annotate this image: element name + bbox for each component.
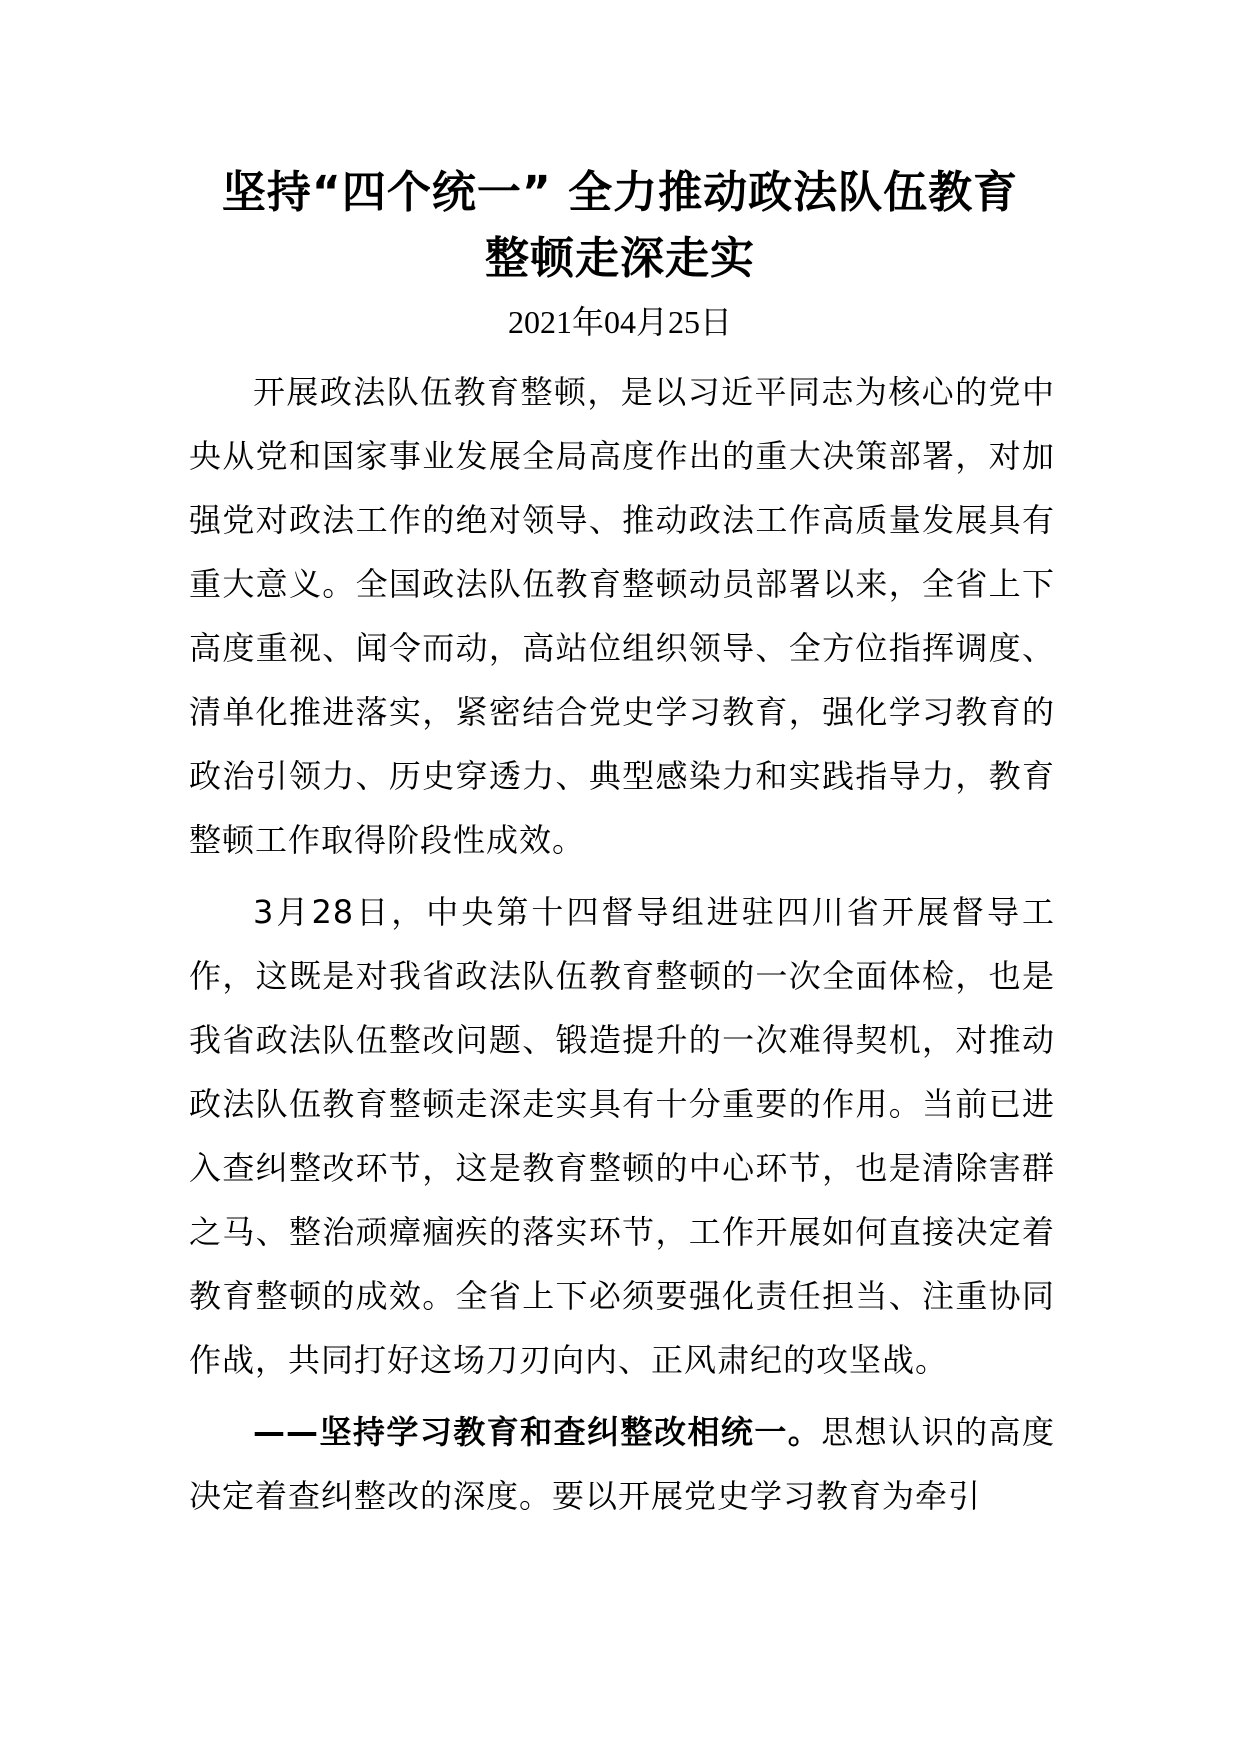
paragraph-lead: ——坚持学习教育和查纠整改相统一。 xyxy=(253,1413,822,1451)
article-body xyxy=(189,360,1055,1536)
title-line-1: 坚持“四个统一” 全力推动政法队伍教育 xyxy=(221,167,1019,218)
paragraph-3 xyxy=(189,1400,1055,1528)
paragraph-2 xyxy=(189,880,1055,1392)
publish-date: 2021年04月25日 xyxy=(507,304,732,340)
paragraph-1 xyxy=(189,360,1055,872)
paragraph-text: 3月28日，中央第十四督导组进驻四川省开展督导工作，这既是对我省政法队伍教育整顿的一次全面体检，也是我省政法队伍整改问题、锻造提升的一次难得契机，对推动政法队伍教育整顿走深走实具有十分重要的作用。当前已进入查纠整改环节，这是教育整顿的中心环节，也是清除害群之马、整治顽瘴痼疾的落实环节，工作开展如何直接决定着教育整顿的成效。全省上下必须要强化责任担当、注重协同作战，共同打好这场刀刃向内、正风肃纪的攻坚战。 xyxy=(189,893,1055,1379)
document-title xyxy=(150,160,1090,292)
paragraph-text: 思想认识的高度决定着查纠整改的深度。要以开展党史学习教育为牵引 xyxy=(189,1413,1055,1515)
title-line-2: 整顿走深走实 xyxy=(485,233,755,284)
paragraph-text: 开展政法队伍教育整顿，是以习近平同志为核心的党中央从党和国家事业发展全局高度作出的重大决策部署，对加强党对政法工作的绝对领导、推动政法工作高质量发展具有重大意义。全国政法队伍教育整顿动员部署以来，全省上下高度重视、闻令而动，高站位组织领导、全方位指挥调度、清单化推进落实，紧密结合党史学习教育，强化学习教育的政治引领力、历史穿透力、典型感染力和实践指导力，教育整顿工作取得阶段性成效。 xyxy=(189,373,1055,859)
